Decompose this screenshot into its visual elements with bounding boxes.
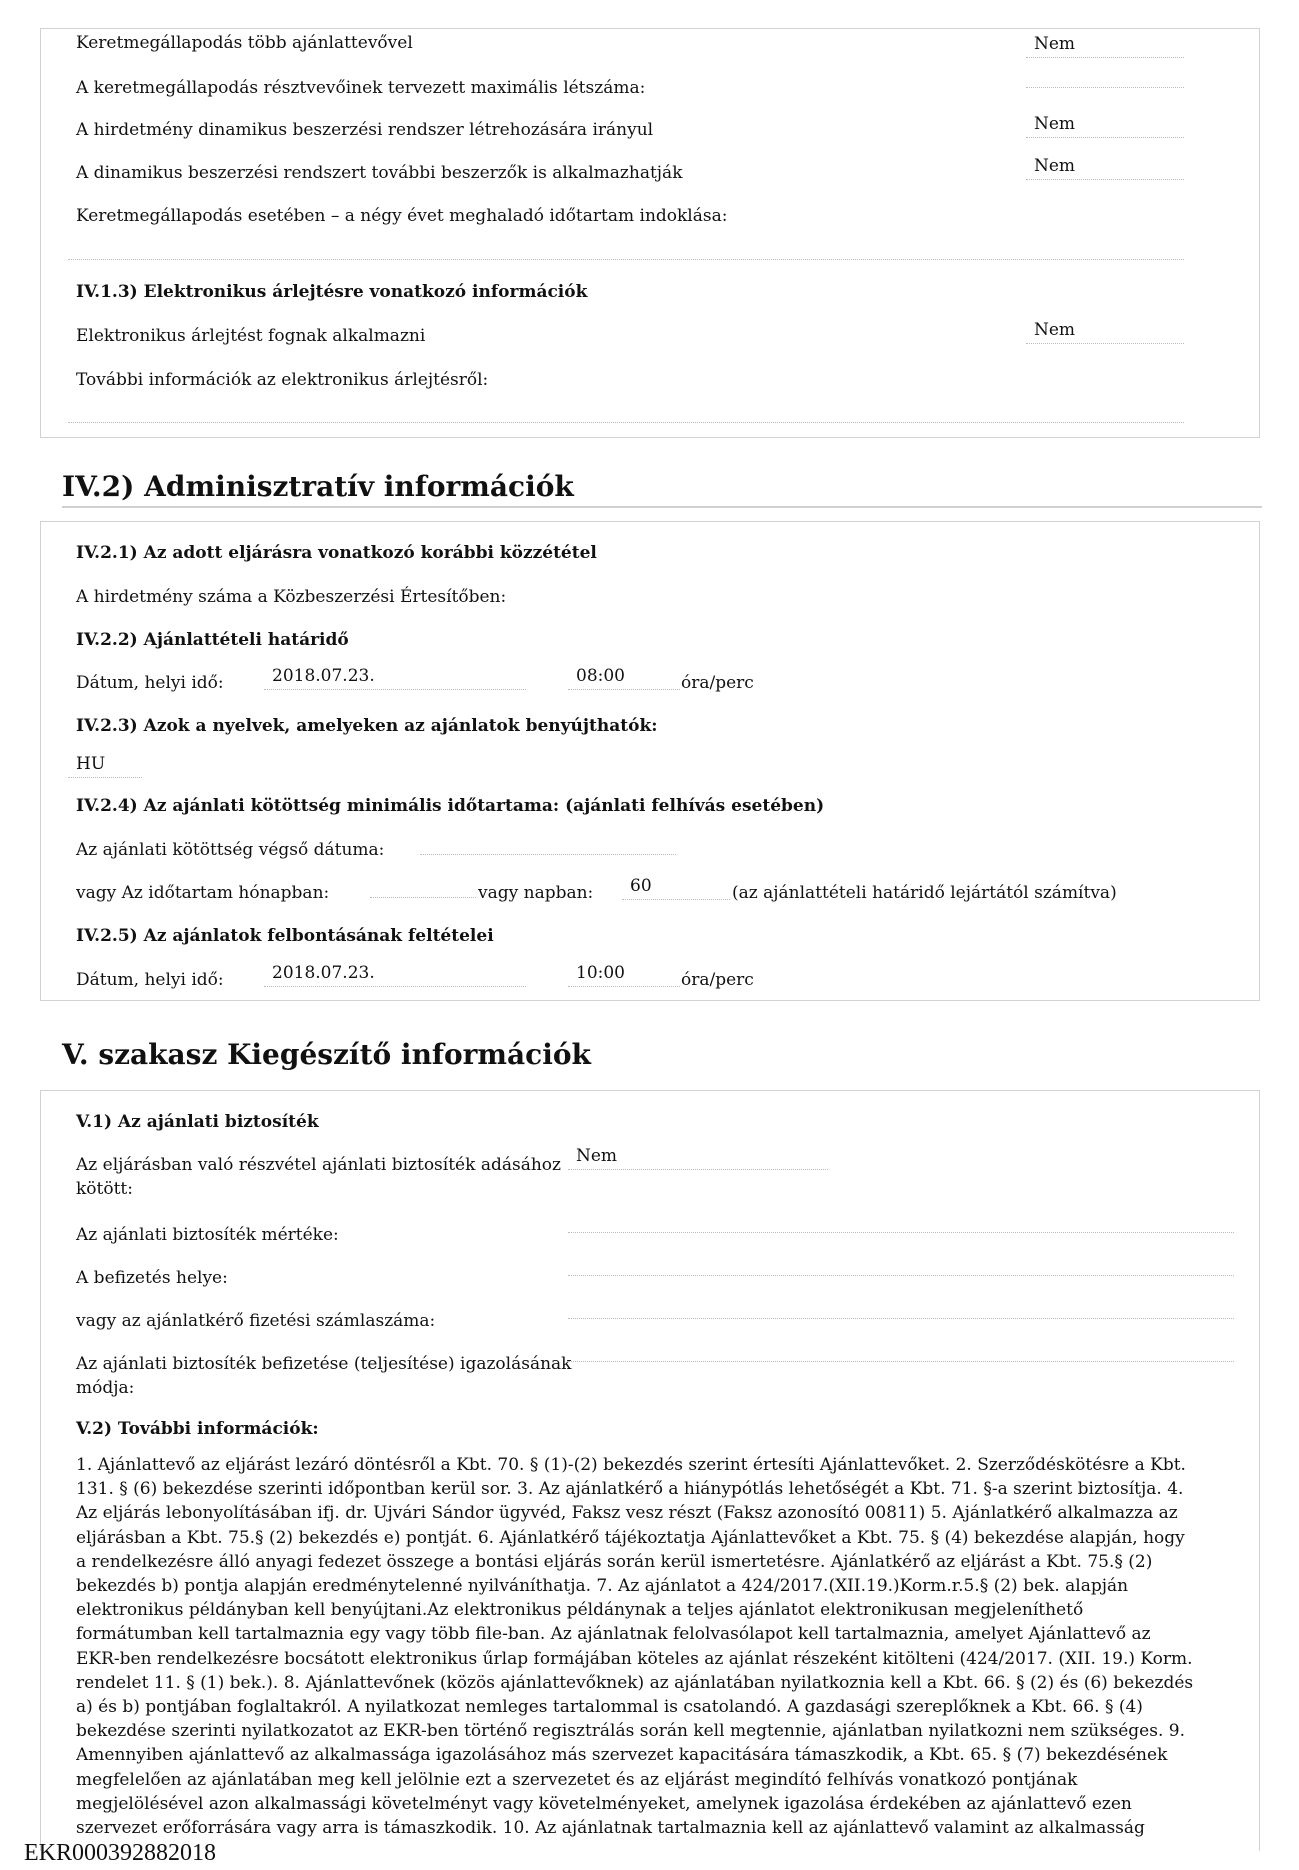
document-page [24, 28, 1264, 1840]
iv22-time: 08:00 [568, 664, 680, 690]
row-line-four-year [68, 259, 1184, 260]
heading-iv2: IV.2) Adminisztratív információk [62, 470, 574, 503]
row-label-framework-multi: Keretmegállapodás több ajánlattevővel [76, 33, 413, 53]
iv23-value: HU [68, 752, 142, 778]
iv22-title: IV.2.2) Ajánlattételi határidő [76, 630, 349, 650]
row-value-eauction: Nem [1026, 318, 1184, 344]
v1-label-account: vagy az ajánlatkérő fizetési számlaszáma: [76, 1311, 436, 1331]
row-label-eauction: Elektronikus árlejtést fognak alkalmazni [76, 326, 426, 346]
v1-label-amount: Az ajánlati biztosíték mértéke: [76, 1225, 339, 1245]
v1-title: V.1) Az ajánlati biztosíték [76, 1112, 319, 1132]
v1-line-proof [568, 1361, 1234, 1362]
v1-line-place [568, 1275, 1234, 1276]
iv24-line-enddate [420, 854, 676, 855]
v1-label-place: A befizetés helye: [76, 1268, 228, 1288]
iv24-label-days: vagy napban: [478, 883, 594, 903]
iv25-unit: óra/perc [681, 970, 754, 990]
heading-iv2-rule [62, 506, 1262, 508]
iv24-title: IV.2.4) Az ajánlati kötöttség minimális időtartama: (ajánlati felhívás esetében) [76, 796, 825, 816]
row-line-eauction-info [68, 422, 1184, 423]
v1-label-required: Az eljárásban való részvétel ajánlati biztosíték adásához kötött: [76, 1155, 561, 1199]
iv24-days: 60 [622, 874, 730, 900]
v1-value-required: Nem [568, 1144, 828, 1170]
row-label-four-year: Keretmegállapodás esetében – a négy évet meghaladó időtartam indoklása: [76, 206, 728, 226]
iv21-title: IV.2.1) Az adott eljárásra vonatkozó korábbi közzététel [76, 543, 597, 563]
row-label-eauction-info: További információk az elektronikus árlejtésről: [76, 370, 489, 390]
v1-label-proof: Az ajánlati biztosíték befizetése (teljesítése) igazolásának módja: [76, 1354, 572, 1398]
row-value-framework-max [1026, 62, 1184, 88]
iv25-date: 2018.07.23. [264, 961, 526, 987]
v2-text: 1. Ajánlattevő az eljárást lezáró döntésről a Kbt. 70. § (1)-(2) bekezdés szerint értesíti Ajánlattevőket. 2. Szerződéskötésre a Kbt. 131. § (6) bekezdése szerinti időpontban kerül sor. 3. Az ajánlatkérő a hiánypótlás lehetőségét a Kbt. 71. §-a szerint biztosítja. 4. Az eljárás lebonyolításában ifj. dr. Ujvári Sándor ügyvéd, Faksz vesz részt (Faksz azonosító 00811) 5. Ajánlatkérő alkalmazza az eljárásban a Kbt. 75.§ (2) bekezdés e) pontját. 6. Ajánlatkérő tájékoztatja Ajánlattevőket a Kbt. 75. § (4) bekezdése alapján, hogy a rendelkezésre álló anyagi fedezet összege a bontási eljárás során kerül ismertetésre. Ajánlatkérő az eljárást a Kbt. 75.§ (2) bekezdés b) pontja alapján eredménytelenné nyilváníthatja. 7. Az ajánlatot a 424/2017.(XII.19.)Korm.r.5.§ (2) bek. alapján elektronikus példányban kell benyújtani.Az elektronikus példánynak a teljes ajánlatot elektronikusan megjeleníthető formátumban kell tartalmaznia egy vagy több file-ban. Az ajánlatnak felolvasólapot kell tartalmaznia, amelyet Ajánlattevő az EKR-ben rendelkezésre bocsátott elektronikus űrlap formájában köteles az ajánlat részeként kitölteni (424/2017. (XII. 19.) Korm. rendelet 11. § (1) bek.). 8. Ajánlattevőnek (közös ajánlattevőknek) az ajánlatában nyilatkoznia kell a Kbt. 66. § (2) és (6) bekezdés a) és b) pontjában foglaltakról. A nyilatkozat nemleges tartalommal is csatolandó. A gazdasági szereplőknek a Kbt. 66. § (4) bekezdése szerinti nyilatkozatot az EKR-ben történő regisztrálás során kell megtennie, ajánlatban nyilatkozni nem szükséges. 9. Amennyiben ajánlattevő az alkalmassága igazolásához más szervezet kapacitására támaszkodik, a Kbt. 65. § (7) bekezdésének megfelelően az ajánlatában meg kell jelölnie ezt a szervezetet és az eljárást megindító felhívás vonatkozó pontjának megjelölésével azon alkalmassági követelményt vagy követelményeket, amelynek igazolása érdekében az ajánlattevő ezen szervezet erőforrására vagy arra is támaszkodik. 10. Az ajánlatnak tartalmaznia kell az ajánlattevő valamint az alkalmasság [76, 1455, 1194, 1839]
row-value-framework-multi: Nem [1026, 32, 1184, 58]
iv21-label: A hirdetmény száma a Közbeszerzési Értesítőben: [76, 587, 507, 607]
iv13-title: IV.1.3) Elektronikus árlejtésre vonatkozó információk [76, 282, 588, 302]
row-value-dps-other: Nem [1026, 154, 1184, 180]
iv23-title: IV.2.3) Azok a nyelvek, amelyeken az ajánlatok benyújthatók: [76, 716, 658, 736]
iv22-label: Dátum, helyi idő: [76, 673, 224, 693]
iv24-note: (az ajánlattételi határidő lejártától számítva) [732, 883, 1117, 903]
iv24-label-enddate: Az ajánlati kötöttség végső dátuma: [76, 840, 385, 860]
v1-line-amount [568, 1232, 1234, 1233]
iv25-time: 10:00 [568, 961, 680, 987]
iv22-unit: óra/perc [681, 673, 754, 693]
heading-v: V. szakasz Kiegészítő információk [62, 1038, 591, 1071]
iv24-label-months: vagy Az időtartam hónapban: [76, 883, 330, 903]
row-label-dps: A hirdetmény dinamikus beszerzési rendszer létrehozására irányul [76, 120, 654, 140]
row-label-framework-max: A keretmegállapodás résztvevőinek tervezett maximális létszáma: [76, 78, 646, 98]
row-value-dps: Nem [1026, 112, 1184, 138]
iv25-label: Dátum, helyi idő: [76, 970, 224, 990]
iv22-date: 2018.07.23. [264, 664, 526, 690]
iv25-title: IV.2.5) Az ajánlatok felbontásának feltételei [76, 926, 494, 946]
iv24-line-months [370, 897, 476, 898]
document-id: EKR000392882018 [24, 1840, 216, 1866]
v1-line-account [568, 1318, 1234, 1319]
row-label-dps-other: A dinamikus beszerzési rendszert további beszerzők is alkalmazhatják [76, 163, 683, 183]
v2-title: V.2) További információk: [76, 1419, 319, 1439]
